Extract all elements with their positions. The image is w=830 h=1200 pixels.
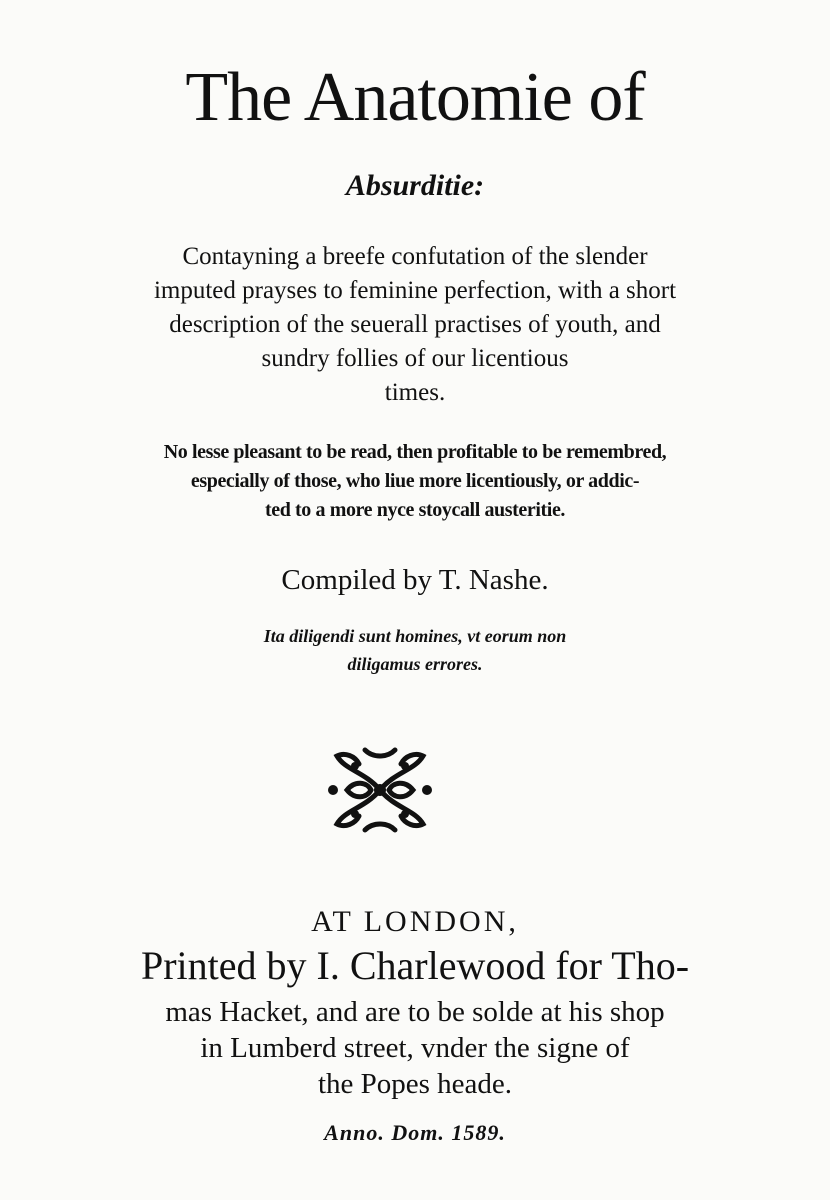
book-subtitle: Absurditie: xyxy=(345,169,485,202)
imprint-line: the Popes heade. xyxy=(317,1068,513,1100)
imprint-printer: Printed by I. Charlewood for Tho- xyxy=(140,943,690,988)
description-line: times. xyxy=(384,379,446,406)
imprint-line: in Lumberd street, vnder the signe of xyxy=(200,1032,630,1064)
description-line: sundry follies of our licentious xyxy=(261,345,569,372)
motto-line: Ita diligendi sunt homines, vt eorum non xyxy=(263,626,567,646)
description-line: Contayning a breefe confutation of the slender xyxy=(182,243,648,270)
note-block xyxy=(60,438,770,525)
note-line: No lesse pleasant to be read, then profitable to be remembred, xyxy=(163,441,667,463)
printers-fleuron-icon xyxy=(325,742,435,838)
note-line: ted to a more nyce stoycall austeritie. xyxy=(264,499,566,521)
imprint-line: mas Hacket, and are to be solde at his shop xyxy=(165,996,665,1028)
publication-date: Anno. Dom. 1589. xyxy=(324,1120,506,1145)
imprint-details xyxy=(70,994,760,1102)
author-credit: Compiled by T. Nashe. xyxy=(281,564,549,596)
imprint-place: AT LONDON, xyxy=(311,905,519,938)
book-title: The Anatomie of xyxy=(185,59,645,136)
description-block xyxy=(60,240,770,410)
motto-line: diligamus errores. xyxy=(347,654,483,674)
description-line: imputed prayses to feminine perfection, with a short xyxy=(153,277,677,304)
latin-motto xyxy=(0,622,830,678)
description-line: description of the seuerall practises of youth, and xyxy=(169,311,661,338)
note-line: especially of those, who liue more licentiously, or addic- xyxy=(190,470,640,492)
